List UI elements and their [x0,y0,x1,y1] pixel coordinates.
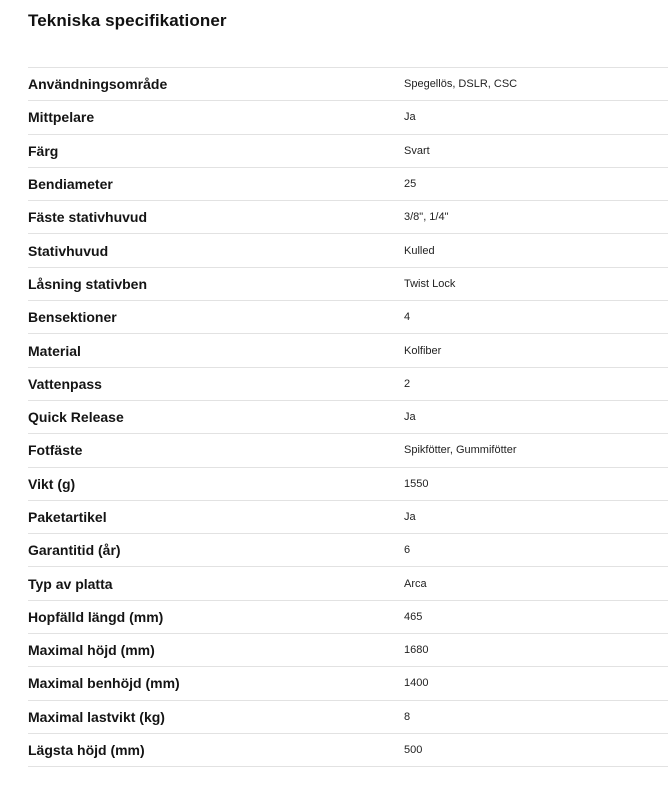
spec-label: Maximal höjd (mm) [28,642,155,659]
spec-value: Arca [404,577,427,590]
spec-label: Lägsta höjd (mm) [28,742,145,759]
spec-row [28,201,668,234]
spec-label: Garantitid (år) [28,542,121,559]
spec-table [28,67,668,767]
spec-value: Twist Lock [404,277,456,290]
spec-row [28,68,668,101]
spec-label: Fotfäste [28,442,83,459]
spec-label: Vikt (g) [28,475,76,492]
spec-label: Stativhuvud [28,242,109,259]
spec-value: Ja [404,411,416,424]
spec-label: Vattenpass [28,375,102,392]
spec-value: 4 [404,311,411,324]
page-title: Tekniska specifikationer [28,11,227,30]
spec-label: Typ av platta [28,575,113,592]
spec-value: 465 [404,610,423,623]
spec-value: 2 [404,377,411,390]
spec-row [28,734,668,767]
spec-value: Kulled [404,244,435,257]
spec-row [28,501,668,534]
spec-row [28,301,668,334]
spec-label: Material [28,342,81,359]
spec-label: Maximal lastvikt (kg) [28,708,165,725]
spec-value: 8 [404,710,411,723]
spec-value: 3/8", 1/4" [404,211,449,224]
spec-value: Spegellös, DSLR, CSC [404,78,518,91]
spec-row [28,101,668,134]
spec-value: 1550 [404,477,429,490]
spec-label: Hopfälld längd (mm) [28,608,164,625]
spec-row [28,434,668,467]
spec-value: 1400 [404,677,429,690]
spec-label: Paketartikel [28,509,107,525]
spec-label: Bensektioner [28,309,117,326]
spec-value: Ja [404,111,416,124]
spec-value: Svart [404,144,430,157]
spec-value: 500 [404,744,423,757]
spec-label: Quick Release [28,409,124,426]
spec-label: Bendiameter [28,176,113,193]
spec-label: Låsning stativben [28,275,148,292]
spec-row [28,667,668,700]
spec-value: Spikfötter, Gummifötter [404,444,517,457]
spec-row [28,334,668,367]
spec-row [28,601,668,634]
spec-row [28,401,668,434]
spec-label: Användningsområde [28,76,168,93]
spec-label: Färg [28,142,59,159]
spec-value: Kolfiber [404,344,442,357]
spec-value: 6 [404,544,411,557]
spec-label: Maximal benhöjd (mm) [28,675,180,692]
spec-row [28,234,668,267]
spec-row [28,567,668,600]
spec-value: 25 [404,178,417,191]
spec-row [28,701,668,734]
spec-value: Ja [404,511,416,523]
spec-row [28,468,668,501]
spec-row [28,268,668,301]
spec-label: Mittpelare [28,109,95,126]
spec-row [28,634,668,667]
spec-row [28,368,668,401]
spec-label: Fäste stativhuvud [28,209,148,226]
spec-row [28,534,668,567]
spec-value: 1680 [404,644,429,657]
spec-row [28,168,668,201]
spec-row [28,135,668,168]
